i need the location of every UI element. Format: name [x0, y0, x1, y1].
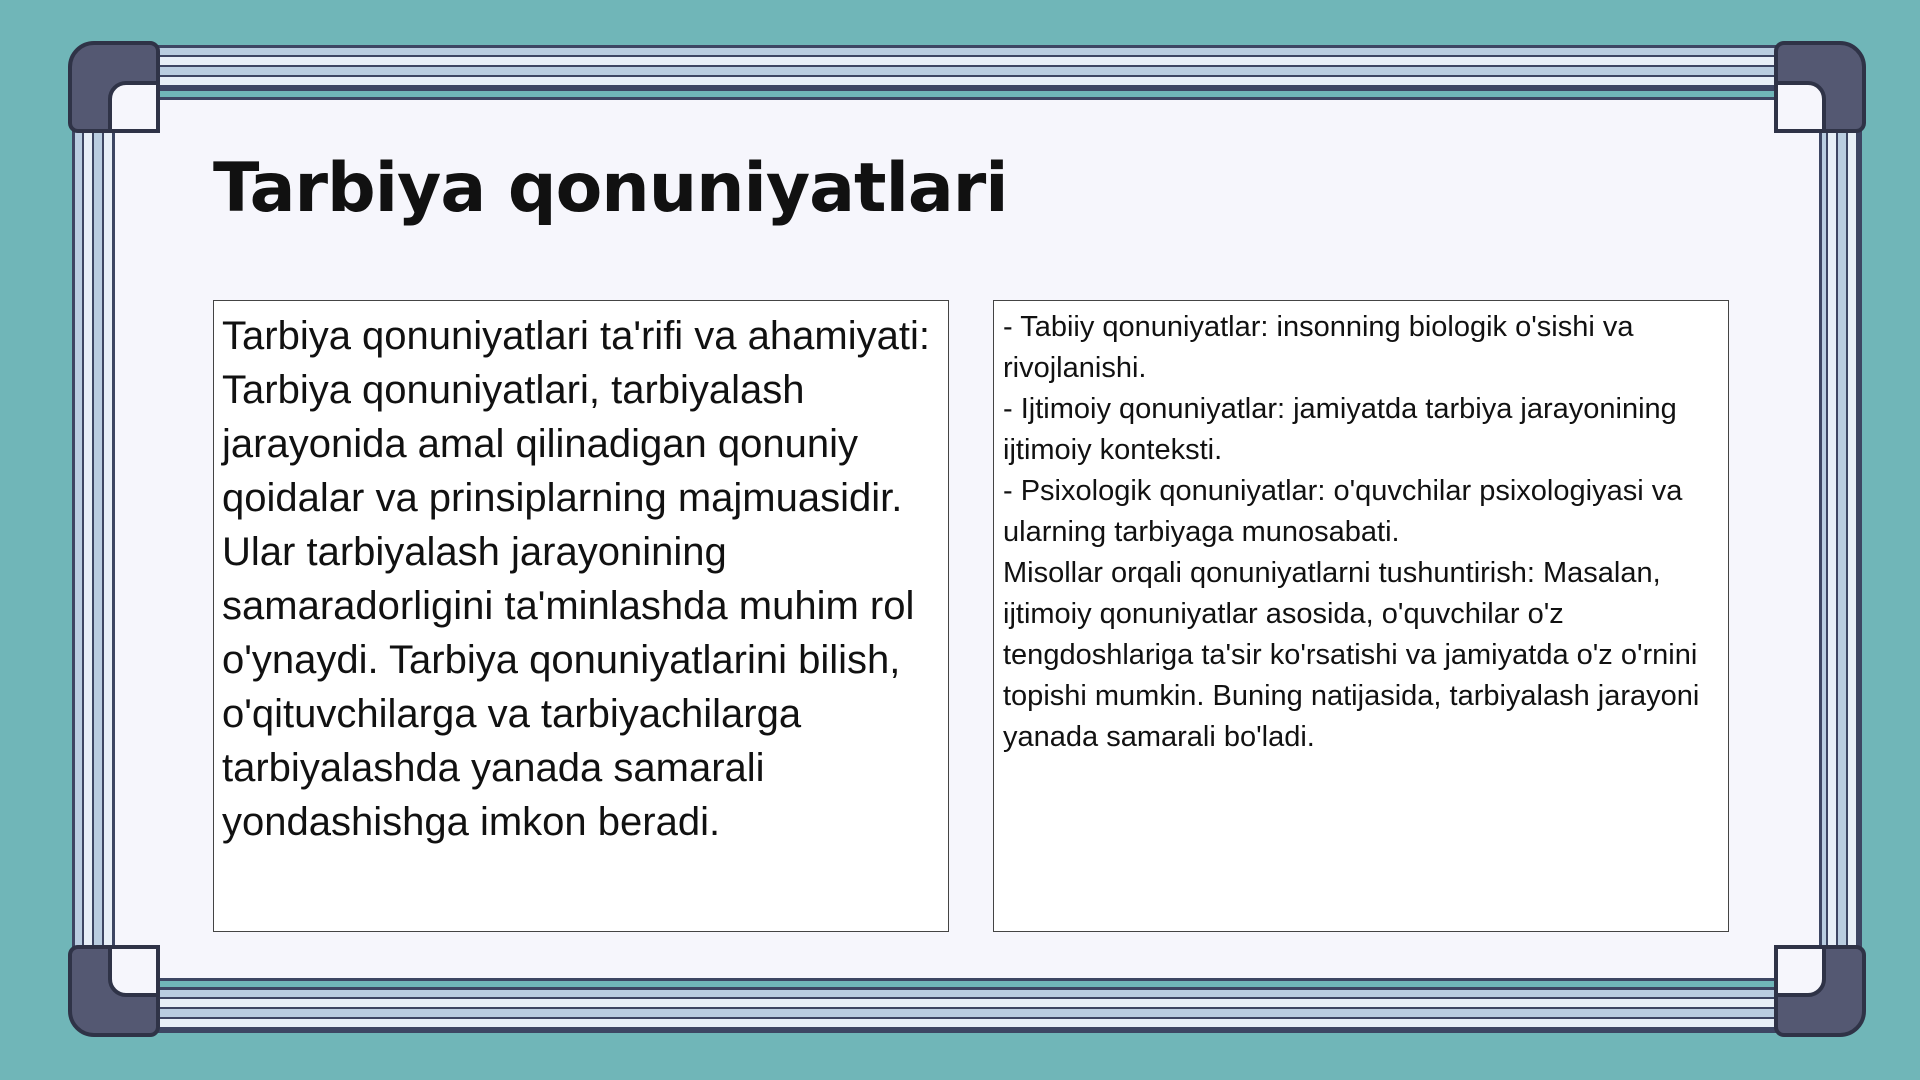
- examples-paragraph: Misollar orqali qonuniyatlarni tushuntirish: Masalan, ijtimoiy qonuniyatlar asosida, o'quvchilar o'z tengdoshlariga ta'sir ko'rsatishi va jamiyatda o'z o'rnini topishi mumkin. Buning natijasida, tarbiyalash jarayoni yanada samarali bo'ladi.: [1003, 557, 1700, 753]
- frame-rail-top: [132, 45, 1802, 91]
- slide-title: Tarbiya qonuniyatlari: [213, 149, 1008, 228]
- list-item: - Ijtimoiy qonuniyatlar: jamiyatda tarbiya jarayonining ijtimoiy konteksti.: [1003, 393, 1677, 466]
- frame-rail-bottom: [132, 987, 1802, 1033]
- definition-paragraph: Tarbiya qonuniyatlari ta'rifi va ahamiyati: Tarbiya qonuniyatlari, tarbiyalash jarayonida amal qilinadigan qonuniy qoidalar va prinsiplarning majmuasidir. Ular tarbiyalash jarayonining samaradorligini ta'minlashda muhim rol o'ynaydi. Tarbiya qonuniyatlarini bilish, o'qituvchilarga va tarbiyachilarga tarbiyalashda yanada samarali yondashishga imkon beradi.: [222, 314, 930, 844]
- frame-corner-top-right: [1774, 41, 1866, 133]
- frame-corner-bottom-right: [1774, 945, 1866, 1037]
- frame-corner-top-left: [68, 41, 160, 133]
- frame-rail-right: [1816, 105, 1862, 973]
- definition-text-box: [213, 300, 949, 932]
- list-item: - Tabiiy qonuniyatlar: insonning biologik o'sishi va rivojlanishi.: [1003, 311, 1634, 384]
- list-item: - Psixologik qonuniyatlar: o'quvchilar psixologiyasi va ularning tarbiyaga munosabati.: [1003, 475, 1683, 548]
- types-text-box: [993, 300, 1729, 932]
- frame-corner-bottom-left: [68, 945, 160, 1037]
